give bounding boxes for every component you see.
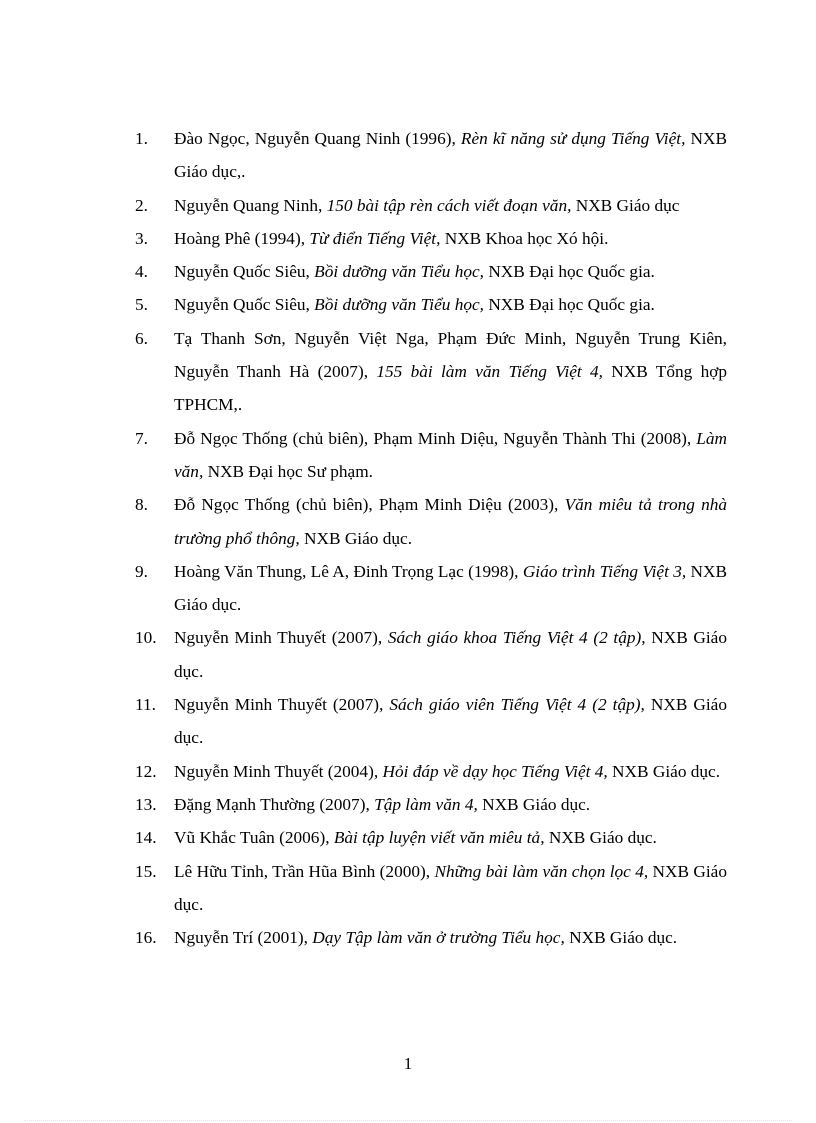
reference-text bbox=[174, 688, 727, 755]
reference-number: 15. bbox=[135, 861, 157, 881]
reference-number: 6. bbox=[135, 328, 148, 348]
reference-text bbox=[174, 122, 727, 189]
reference-authors: Đỗ Ngọc Thống (chủ biên), Phạm Minh Diệu, Nguyễn Thành Thi (2008), bbox=[174, 428, 697, 448]
reference-number: 16. bbox=[135, 928, 157, 948]
reference-authors: Hoàng Phê (1994), bbox=[174, 228, 310, 248]
reference-item bbox=[135, 222, 727, 255]
reference-item bbox=[135, 921, 727, 954]
reference-publisher: NXB Đại học Quốc gia. bbox=[484, 262, 655, 282]
reference-publisher: NXB Giáo dục. bbox=[174, 695, 727, 748]
reference-authors: Nguyễn Trí (2001), bbox=[174, 928, 313, 948]
reference-text bbox=[174, 555, 727, 622]
reference-item bbox=[135, 621, 727, 688]
reference-text bbox=[174, 921, 727, 954]
reference-authors: Tạ Thanh Sơn, Nguyễn Việt Nga, Phạm Đức Minh, Nguyễn Trung Kiên, Nguyễn Thanh Hà (2007), bbox=[174, 328, 727, 382]
reference-number: 7. bbox=[135, 428, 148, 448]
reference-item bbox=[135, 688, 727, 755]
reference-title: Sách giáo khoa Tiếng Việt 4 (2 tập), bbox=[387, 628, 646, 648]
reference-number: 2. bbox=[135, 195, 148, 215]
reference-item bbox=[135, 422, 727, 489]
reference-title: Bồi dưỡng văn Tiểu học, bbox=[314, 262, 484, 282]
page-bottom-divider bbox=[24, 1120, 792, 1121]
reference-item bbox=[135, 855, 727, 922]
reference-list bbox=[135, 122, 727, 954]
reference-title: 150 bài tập rèn cách viết đoạn văn, bbox=[326, 195, 572, 215]
reference-title: Làm văn, bbox=[174, 428, 727, 481]
reference-authors: Nguyễn Minh Thuyết (2004), bbox=[174, 761, 383, 781]
reference-publisher: NXB Giáo dục. bbox=[299, 528, 413, 548]
reference-item bbox=[135, 189, 727, 222]
reference-title: Bồi dưỡng văn Tiểu học, bbox=[314, 295, 484, 315]
reference-item bbox=[135, 122, 727, 189]
reference-authors: Đặng Mạnh Thường (2007), bbox=[174, 794, 375, 814]
reference-number: 9. bbox=[135, 561, 148, 581]
reference-title: Bài tập luyện viết văn miêu tả, bbox=[333, 828, 545, 848]
reference-text bbox=[174, 621, 727, 688]
reference-number: 8. bbox=[135, 495, 148, 515]
reference-number: 14. bbox=[135, 828, 157, 848]
reference-text bbox=[174, 788, 727, 821]
page-number: 1 bbox=[403, 1054, 413, 1073]
reference-title: Hỏi đáp về dạy học Tiếng Việt 4, bbox=[382, 761, 608, 781]
reference-item bbox=[135, 255, 727, 288]
reference-publisher: NXB Giáo dục. bbox=[174, 628, 727, 681]
reference-authors: Lê Hữu Tỉnh, Trần Hũa Bình (2000), bbox=[174, 861, 435, 881]
reference-publisher: NXB Giáo dục bbox=[571, 195, 680, 215]
reference-text bbox=[174, 422, 727, 489]
reference-item bbox=[135, 788, 727, 821]
reference-authors: Vũ Khắc Tuân (2006), bbox=[174, 828, 334, 848]
reference-item bbox=[135, 555, 727, 622]
reference-number: 10. bbox=[135, 628, 157, 648]
reference-publisher: NXB Giáo dục. bbox=[544, 828, 657, 848]
reference-number: 5. bbox=[135, 295, 148, 315]
reference-publisher: NXB Giáo dục. bbox=[174, 861, 727, 914]
reference-authors: Đỗ Ngọc Thống (chủ biên), Phạm Minh Diệu (2003), bbox=[174, 495, 565, 515]
reference-publisher: NXB Giáo dục. bbox=[607, 761, 721, 781]
reference-publisher: NXB Đại học Quốc gia. bbox=[484, 295, 655, 315]
reference-text bbox=[174, 821, 727, 854]
reference-text bbox=[174, 322, 727, 422]
reference-number: 12. bbox=[135, 761, 157, 781]
reference-authors: Nguyễn Minh Thuyết (2007), bbox=[174, 628, 388, 648]
reference-text bbox=[174, 488, 727, 555]
reference-number: 1. bbox=[135, 129, 148, 148]
reference-title: Văn miêu tả trong nhà trường phổ thông, bbox=[174, 495, 727, 548]
reference-publisher: NXB Khoa học Xó hội. bbox=[440, 228, 609, 248]
reference-title: Dạy Tập làm văn ở trường Tiểu học, bbox=[312, 928, 565, 948]
reference-publisher: NXB Giáo dục. bbox=[174, 561, 727, 615]
reference-authors: Nguyễn Quang Ninh, bbox=[174, 195, 327, 215]
reference-text bbox=[174, 755, 727, 788]
reference-number: 3. bbox=[135, 228, 148, 248]
reference-item bbox=[135, 488, 727, 555]
reference-authors: Nguyễn Minh Thuyết (2007), bbox=[174, 695, 390, 715]
reference-title: Rèn kĩ năng sử dụng Tiếng Việt, bbox=[460, 129, 686, 148]
reference-publisher: NXB Giáo dục. bbox=[477, 794, 591, 814]
reference-authors: Đào Ngọc, Nguyễn Quang Ninh (1996), bbox=[174, 129, 461, 148]
reference-title: 155 bài làm văn Tiếng Việt 4, bbox=[376, 362, 603, 382]
reference-publisher: NXB Giáo dục,. bbox=[174, 129, 727, 182]
reference-authors: Hoàng Văn Thung, Lê A, Đinh Trọng Lạc (1998), bbox=[174, 561, 523, 581]
reference-title: Tập làm văn 4, bbox=[374, 794, 478, 814]
reference-item bbox=[135, 322, 727, 422]
reference-text bbox=[174, 855, 727, 922]
reference-title: Những bài làm văn chọn lọc 4, bbox=[434, 861, 649, 881]
reference-item bbox=[135, 755, 727, 788]
reference-number: 4. bbox=[135, 262, 148, 282]
reference-number: 13. bbox=[135, 794, 157, 814]
reference-publisher: NXB Đại học Sư phạm. bbox=[203, 461, 373, 481]
reference-text bbox=[174, 255, 727, 288]
reference-title: Từ điển Tiếng Việt, bbox=[309, 228, 441, 248]
reference-title: Sách giáo viên Tiếng Việt 4 (2 tập), bbox=[389, 695, 645, 715]
reference-title: Giáo trình Tiếng Việt 3, bbox=[522, 561, 687, 581]
reference-item bbox=[135, 821, 727, 854]
reference-text bbox=[174, 288, 727, 321]
reference-text bbox=[174, 189, 727, 222]
reference-publisher: NXB Giáo dục. bbox=[564, 928, 678, 948]
reference-item bbox=[135, 288, 727, 321]
reference-authors: Nguyễn Quốc Siêu, bbox=[174, 295, 315, 315]
reference-text bbox=[174, 222, 727, 255]
reference-authors: Nguyễn Quốc Siêu, bbox=[174, 262, 315, 282]
reference-number: 11. bbox=[135, 695, 156, 715]
reference-publisher: NXB Tổng hợp TPHCM,. bbox=[174, 362, 728, 415]
